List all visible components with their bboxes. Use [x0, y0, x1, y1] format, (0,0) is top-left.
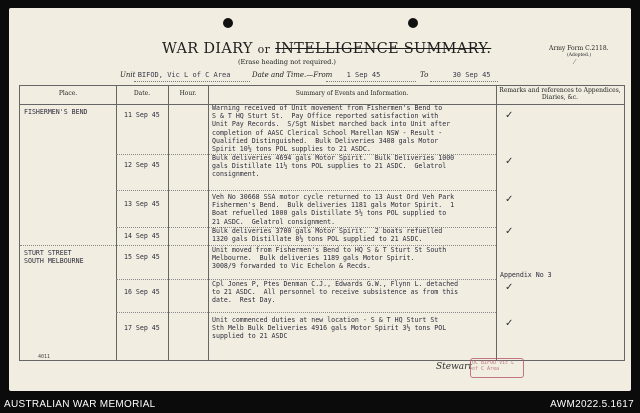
column-divider	[116, 86, 117, 360]
date-line	[252, 71, 380, 79]
to-underline	[430, 81, 498, 82]
column-divider	[168, 86, 169, 360]
to-value: 30 Sep 45	[452, 71, 491, 79]
column-header-remarks: Remarks and references to Appendices, Diaries, &c.	[499, 87, 621, 101]
title-war-diary: WAR DIARY	[162, 41, 253, 57]
row-divider	[116, 190, 496, 191]
column-header-summary: Summary of Events and Information.	[295, 90, 409, 97]
signature: Stewart	[436, 362, 473, 372]
title-or: or	[257, 43, 271, 56]
date-label: Date and Time.—From	[252, 71, 333, 79]
date-from-value: 1 Sep 45	[346, 71, 381, 79]
check-mark-icon: ✓	[505, 318, 514, 329]
entry-summary: Bulk deliveries 3700 gals Motor Spirit. 2 boats refuelled 1320 gals Distillate 8½ tons POL supplied to 21 ASDC.	[212, 227, 443, 244]
unit-underline	[134, 81, 250, 82]
entry-summary: Veh No 30668 SSA motor cycle returned to 13 Aust Ord Veh Park Fishermen's Bend. Bulk deliveries 1181 gals Motor Spirit. 1 Boat refuelled 1000 gals Distillate 5½ tons POL supplied to 21 ASDC. Gelatrol consignment.	[212, 193, 455, 226]
form-name: Army Form C.2118.	[549, 45, 609, 52]
column-divider	[496, 86, 497, 360]
entry-summary: Unit moved from Fishermen's Bend to HQ S & T Sturt St South Melbourne. Bulk deliveries 1189 gals Motor Spirit. 3008/9 forwarded to Vic Echelon & Recds.	[212, 246, 447, 271]
entry-summary: Unit commenced duties at new location - S & T HQ Sturt St Sth Melb Bulk Deliveries 4916 gals Motor Spirit 3½ tons POL supplied to 21 ASDC	[212, 316, 447, 341]
entry-place: STURT STREET SOUTH MELBOURNE	[24, 249, 84, 266]
archive-credit: AUSTRALIAN WAR MEMORIAL	[4, 399, 156, 410]
to-line	[420, 71, 491, 79]
entry-date: 16 Sep 45	[124, 288, 160, 296]
entry-date: 17 Sep 45	[124, 324, 160, 332]
column-header-date: Date.	[133, 90, 151, 97]
entry-remarks: Appendix No 3	[500, 271, 552, 279]
unit-value: BIFOD, Vic L of C Area	[137, 71, 231, 79]
entry-summary: Warning received of Unit movement from Fishermen's Bend to S & T HQ Sturt St. Pay Office reported satisfaction with Unit Pay Records. S/Sgt Nisbet marched back into Unit after completion of AASC Clerical School Marellan NSW - Result - Qualified Distinguished. Bulk Deliveries 3408 gals Motor Spirit 10½ tons POL supplies to 21 ASDC.	[212, 104, 451, 154]
check-mark-icon: ✓	[505, 110, 514, 121]
form-print-code: 4011	[38, 354, 51, 360]
entry-date: 15 Sep 45	[124, 253, 160, 261]
punch-hole-icon	[223, 18, 233, 28]
entry-date: 13 Sep 45	[124, 200, 160, 208]
entry-place: FISHERMEN'S BEND	[24, 108, 88, 116]
archive-reference: AWM2022.5.1617	[550, 399, 634, 410]
subtitle: (Erase heading not required.)	[238, 58, 336, 66]
check-mark-icon: ✓	[505, 282, 514, 293]
entry-summary: Bulk deliveries 4694 gals Motor Spirit. Bulk Deliveries 1000 gals Distillate 11½ tons POL supplies to 21 ASDC. Gelatrol consignment.	[212, 154, 455, 179]
check-mark-icon: ✓	[505, 194, 514, 205]
form-adopted: (Adopted.)	[567, 53, 592, 58]
column-header-place: Place.	[58, 90, 78, 97]
check-mark-icon: ✓	[505, 156, 514, 167]
check-mark-icon: ✓	[505, 226, 514, 237]
to-label: To	[420, 71, 429, 79]
page-title	[162, 41, 491, 57]
entry-summary: Cpl Jones P, Ptes Denman C.J., Edwards G.W., Flynn L. detached to 21 ASDC. All personnel to receive subsistence as from this date. Rest Day.	[212, 280, 459, 305]
unit-label: Unit	[120, 71, 136, 79]
pencil-mark-icon: ⁄	[574, 58, 576, 66]
diary-table	[19, 85, 625, 361]
punch-hole-icon	[408, 18, 418, 28]
column-header-hour: Hour.	[179, 90, 197, 97]
row-divider	[116, 312, 496, 313]
entry-date: 11 Sep 45	[124, 111, 160, 119]
form-number	[549, 45, 609, 59]
unit-stamp: OC BIFOD Vic L of C Area	[470, 358, 524, 378]
unit-line	[120, 71, 230, 79]
from-underline	[326, 81, 416, 82]
entry-date: 14 Sep 45	[124, 232, 160, 240]
entry-date: 12 Sep 45	[124, 161, 160, 169]
title-intelligence-summary: INTELLIGENCE SUMMARY.	[275, 41, 492, 57]
column-divider	[208, 86, 209, 360]
